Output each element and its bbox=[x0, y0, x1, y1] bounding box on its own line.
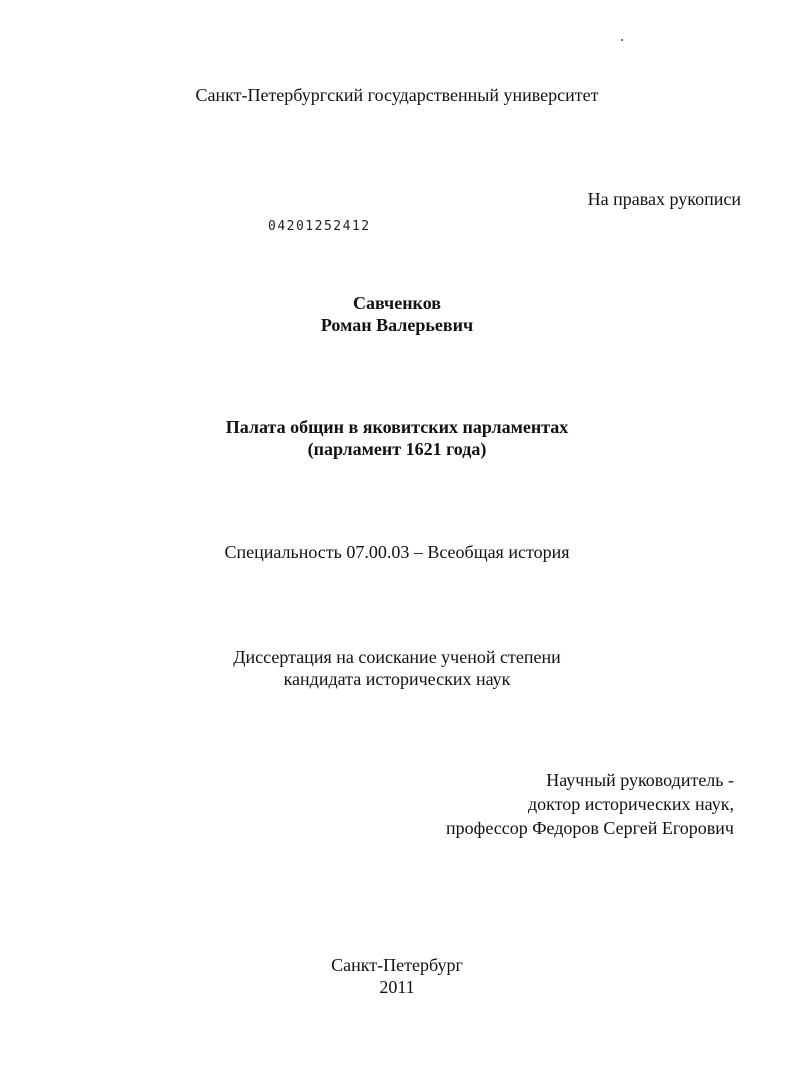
degree-line1: Диссертация на соискание ученой степени bbox=[233, 647, 561, 667]
year: 2011 bbox=[379, 977, 415, 997]
specialty: Специальность 07.00.03 – Всеобщая история bbox=[224, 542, 570, 562]
supervisor-line3: профессор Федоров Сергей Егорович bbox=[446, 818, 734, 838]
author-surname: Савченков bbox=[353, 293, 441, 313]
supervisor-line1: Научный руководитель - bbox=[546, 770, 734, 790]
city: Санкт-Петербург bbox=[331, 955, 463, 975]
dissertation-title-line2: (парламент 1621 года) bbox=[307, 439, 487, 459]
university-name: Санкт-Петербургский государственный университет bbox=[195, 85, 599, 105]
manuscript-note: На правах рукописи bbox=[587, 189, 741, 209]
supervisor-line2: доктор исторических наук, bbox=[528, 794, 734, 814]
dissertation-title-line1: Палата общин в яковитских парламентах bbox=[225, 417, 569, 437]
degree-line2: кандидата исторических наук bbox=[283, 669, 511, 689]
author-given-names: Роман Валерьевич bbox=[320, 315, 474, 335]
scan-speck bbox=[621, 39, 623, 41]
catalog-number: 04201252412 bbox=[268, 219, 371, 234]
supervisor-block bbox=[374, 768, 734, 840]
